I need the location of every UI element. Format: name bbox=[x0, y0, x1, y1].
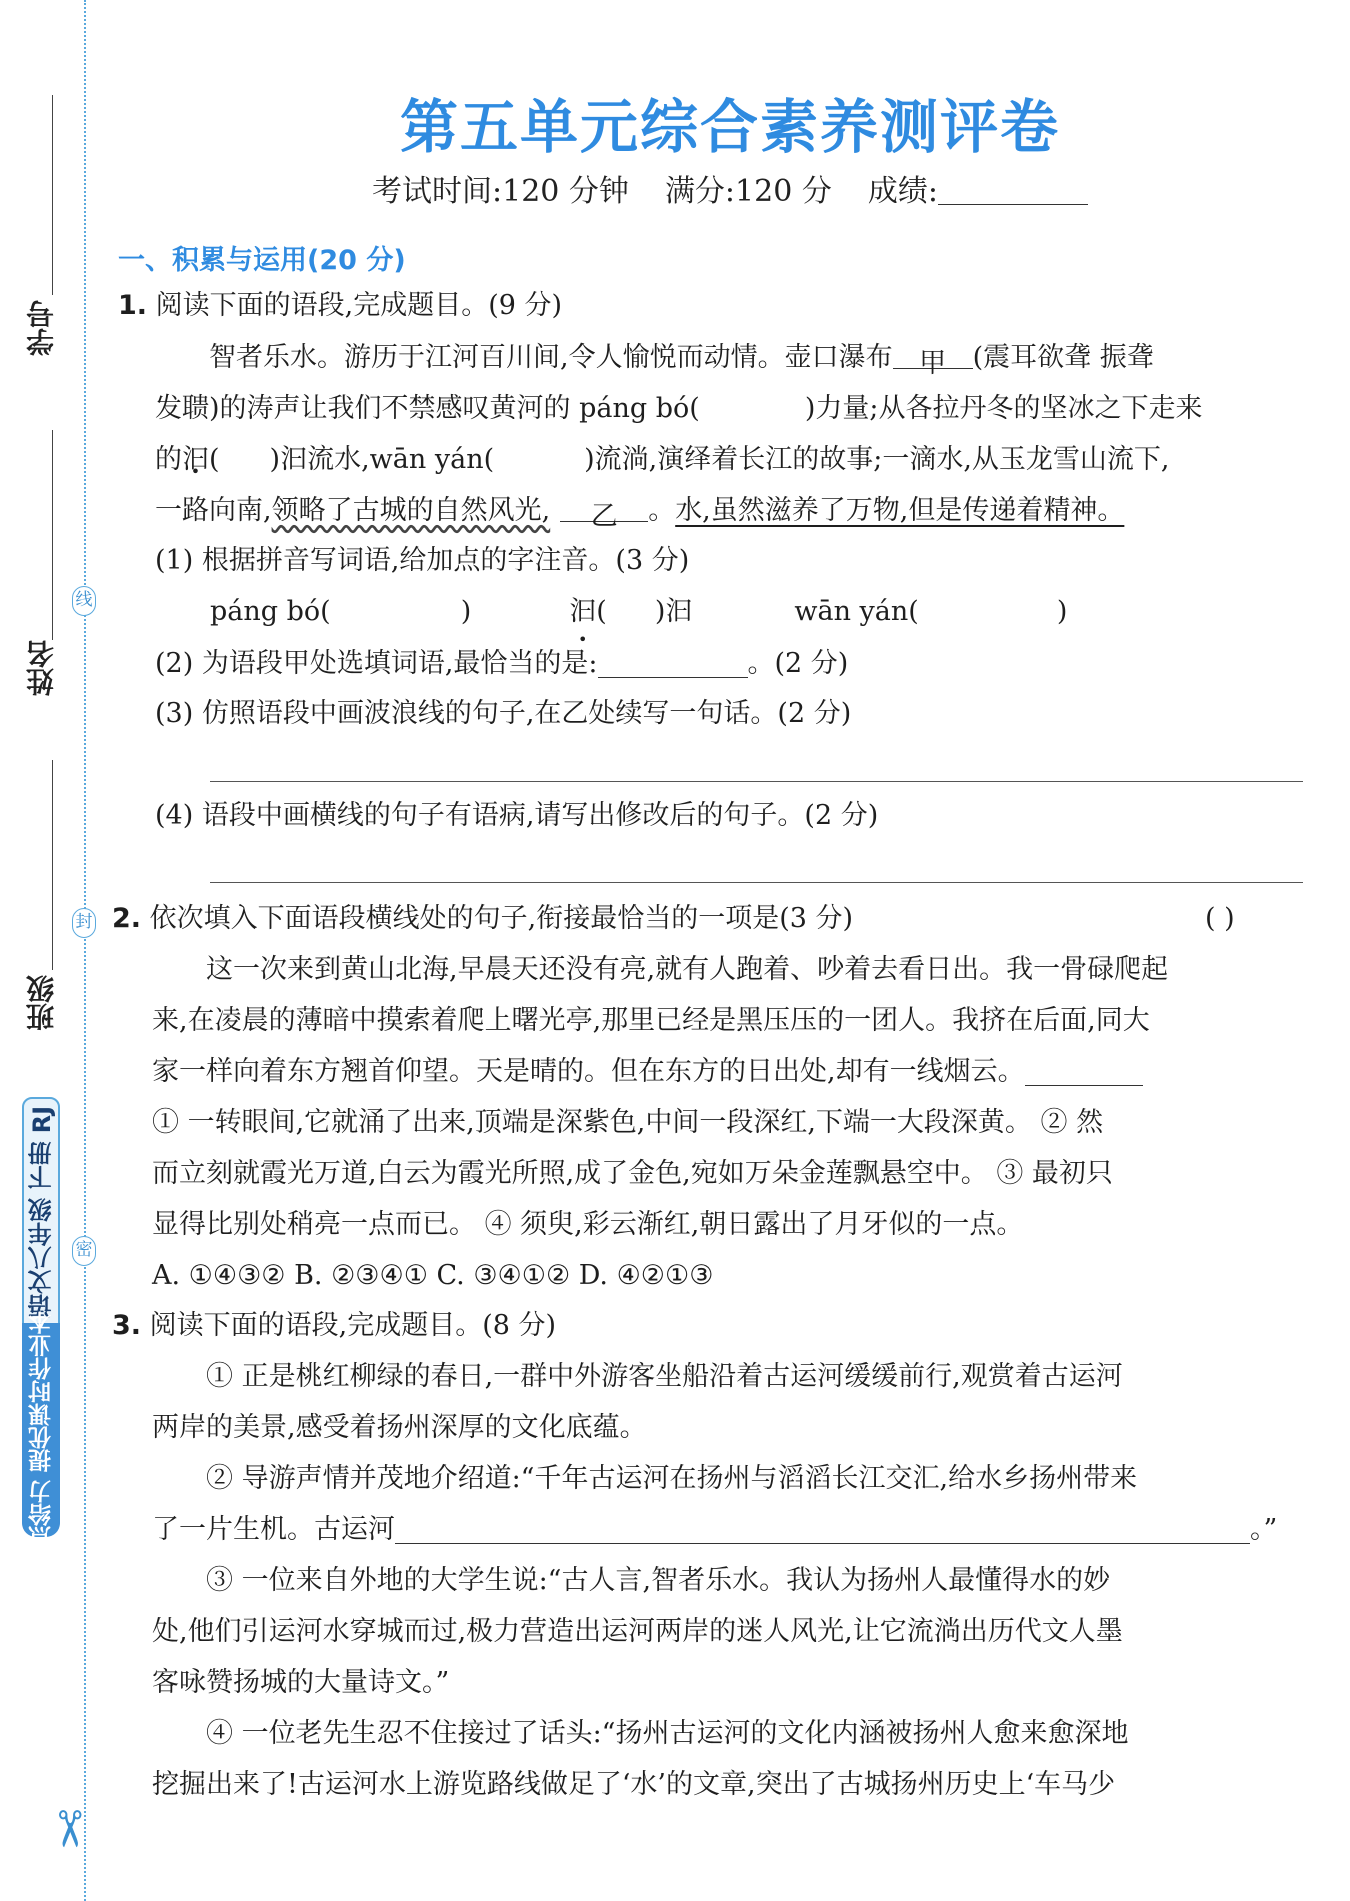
q3-number: 3. bbox=[112, 1310, 142, 1341]
book-brand-text: 点给力 提优课时作业本 bbox=[28, 1311, 55, 1550]
name-line bbox=[52, 430, 53, 640]
q1-sub1: (1) 根据拼音写词语,给加点的字注音。(3 分) bbox=[155, 545, 690, 576]
sub1-gu-close: )汩 bbox=[654, 596, 693, 627]
score-label: 成绩: bbox=[867, 174, 938, 209]
page-title: 第五单元综合素养测评卷 bbox=[399, 93, 1060, 161]
q1-sub2-text: (2) 为语段甲处选填词语,最恰当的是: bbox=[155, 648, 598, 679]
q2-line: 这一次来到黄山北海,早晨天还没有亮,就有人跑着、吵着去看日出。我一骨碌爬起 bbox=[206, 954, 1169, 985]
sub1-close: ) bbox=[460, 596, 472, 627]
q1-passage-text: )流淌,演绎着长江的故事;一滴水,从玉龙雪山流下, bbox=[584, 444, 1170, 475]
dotted-cut-line bbox=[84, 0, 86, 1901]
q1-sub2-end: 。(2 分) bbox=[747, 648, 849, 679]
q3-line: 两岸的美景,感受着扬州深厚的文化底蕴。 bbox=[152, 1412, 647, 1443]
q2-line: 而立刻就霞光万道,白云为霞光所照,成了金色,宛如万朵金莲飘悬空中。 ③ 最初只 bbox=[152, 1158, 1113, 1189]
q2-answer-bracket[interactable]: ( ) bbox=[1205, 903, 1235, 934]
q1-passage-text: 发聩)的涛声让我们不禁感叹黄河的 páng bó( bbox=[155, 393, 700, 424]
binding-mark-mi: 密 bbox=[72, 1236, 96, 1266]
dotted-char-gu: 汩 bbox=[182, 444, 209, 475]
exam-time: 考试时间:120 分钟 bbox=[372, 174, 629, 209]
q1-prompt-text: 阅读下面的语段,完成题目。(9 分) bbox=[155, 290, 563, 321]
blank-jia[interactable]: 甲 bbox=[893, 338, 973, 369]
q3-prompt bbox=[112, 1310, 556, 1342]
q1-passage-text: 的 bbox=[155, 444, 182, 475]
q3-line: ④ 一位老先生忍不住接过了话头:“扬州古运河的文化内涵被扬州人愈来愈深地 bbox=[206, 1718, 1129, 1749]
q2-line: 显得比别处稍亮一点而已。 ④ 须臾,彩云渐红,朝日露出了月牙似的一点。 bbox=[152, 1209, 1024, 1240]
q3-prompt-text: 阅读下面的语段,完成题目。(8 分) bbox=[149, 1310, 557, 1341]
q2-blank[interactable] bbox=[1025, 1055, 1143, 1086]
section-heading: 一、积累与运用(20 分) bbox=[118, 245, 406, 276]
class-label: 班级 bbox=[25, 975, 58, 1031]
q1-passage-text: )力量;从各拉丹冬的坚冰之下走来 bbox=[804, 393, 1203, 424]
q1-passage-text: )汩流水,wān yán( bbox=[269, 444, 495, 475]
book-grade-text: 语文八年级 下册 RJ bbox=[27, 1105, 56, 1319]
q1-passage-text: (震耳欲聋 振聋 bbox=[972, 342, 1154, 373]
q1-passage-text: 。 bbox=[648, 495, 676, 526]
q1-passage-text: ( bbox=[209, 444, 220, 475]
sub1-close: ) bbox=[1056, 596, 1068, 627]
sub1-gu-open: ( bbox=[596, 596, 607, 627]
q2-number: 2. bbox=[112, 903, 142, 934]
q3-line: 处,他们引运河水穿城而过,极力营造出运河两岸的迷人风光,让它流淌出历代文人墨 bbox=[152, 1616, 1123, 1647]
q3-line: ③ 一位来自外地的大学生说:“古人言,智者乐水。我认为扬州人最懂得水的妙 bbox=[206, 1565, 1111, 1596]
exam-info bbox=[110, 166, 1350, 210]
scissors-icon: ✂ bbox=[39, 1808, 98, 1850]
q2-prompt bbox=[112, 903, 853, 935]
sub4-answer-line[interactable] bbox=[210, 882, 1303, 883]
q2-line: 来,在凌晨的薄暗中摸索着爬上曙光亭,那里已经是黑压压的一团人。我挤在后面,同大 bbox=[152, 1005, 1150, 1036]
q2-prompt-text: 依次填入下面语段横线处的句子,衔接最恰当的一项是(3 分) bbox=[149, 903, 854, 934]
q1-sub3: (3) 仿照语段中画波浪线的句子,在乙处续写一句话。(2 分) bbox=[155, 698, 852, 729]
q1-prompt bbox=[118, 290, 562, 322]
sub1-wanyan: wān yán( bbox=[794, 596, 919, 627]
q2-options: A. ①④③② B. ②③④① C. ③④①② D. ④②①③ bbox=[152, 1260, 714, 1291]
book-brand-tag bbox=[22, 1311, 60, 1550]
q2-passage bbox=[152, 944, 1304, 1301]
q3-passage bbox=[152, 1351, 1304, 1810]
student-id-label: 学号 bbox=[25, 300, 58, 356]
q3-line: 。” bbox=[1250, 1514, 1278, 1545]
q3-line: 了一片生机。古运河 bbox=[152, 1514, 395, 1545]
q1-number: 1. bbox=[118, 290, 148, 321]
book-series-tag bbox=[22, 1097, 60, 1550]
q1-sub2 bbox=[155, 647, 848, 680]
q3-canal-blank[interactable] bbox=[395, 1513, 1250, 1544]
binding-mark-feng: 封 bbox=[72, 908, 96, 938]
q1-sub4: (4) 语段中画横线的句子有语病,请写出修改后的句子。(2 分) bbox=[155, 800, 879, 831]
q3-line: 挖掘出来了!古运河水上游览路线做足了‘水’的文章,突出了古城扬州历史上‘车马少 bbox=[152, 1769, 1116, 1800]
blank-yi[interactable]: 乙 bbox=[560, 491, 648, 522]
full-score: 满分:120 分 bbox=[664, 174, 832, 209]
binding-margin bbox=[0, 0, 110, 1901]
q1-passage-text: 一路向南, bbox=[155, 495, 272, 526]
q2-line: 家一样向着东方翘首仰望。天是晴的。但在东方的日出处,却有一线烟云。 bbox=[152, 1056, 1025, 1087]
wavy-sentence: 领略了古城的自然风光, bbox=[271, 495, 551, 526]
class-line bbox=[52, 760, 53, 970]
q1-passage bbox=[155, 332, 1303, 536]
underlined-sentence: 水,虽然滋养了万物,但是传递着精神。 bbox=[675, 495, 1125, 526]
q3-line: ① 正是桃红柳绿的春日,一群中外游客坐船沿着古运河缓缓前行,观赏着古运河 bbox=[206, 1361, 1123, 1392]
sub2-answer-blank[interactable] bbox=[598, 647, 748, 678]
name-label: 姓名 bbox=[25, 640, 58, 696]
q1-passage-text: 智者乐水。游历于江河百川间,令人愉悦而动情。壶口瀑布 bbox=[209, 342, 893, 373]
binding-mark-xian: 线 bbox=[72, 586, 96, 616]
student-id-line bbox=[52, 95, 53, 295]
q1-sub1-answers bbox=[210, 596, 1067, 628]
sub1-pangbo: páng bó( bbox=[210, 596, 331, 627]
score-blank[interactable] bbox=[938, 176, 1088, 205]
q3-line: 客咏赞扬城的大量诗文。” bbox=[152, 1667, 450, 1698]
q3-line: ② 导游声情并茂地介绍道:“千年古运河在扬州与滔滔长江交汇,给水乡扬州带来 bbox=[206, 1463, 1138, 1494]
sub3-answer-line[interactable] bbox=[210, 781, 1303, 782]
q2-line: ① 一转眼间,它就涌了出来,顶端是深紫色,中间一段深红,下端一大段深黄。 ② 然 bbox=[152, 1107, 1104, 1138]
sub1-gu: 汩 bbox=[569, 596, 597, 627]
book-grade-tag bbox=[22, 1097, 60, 1327]
